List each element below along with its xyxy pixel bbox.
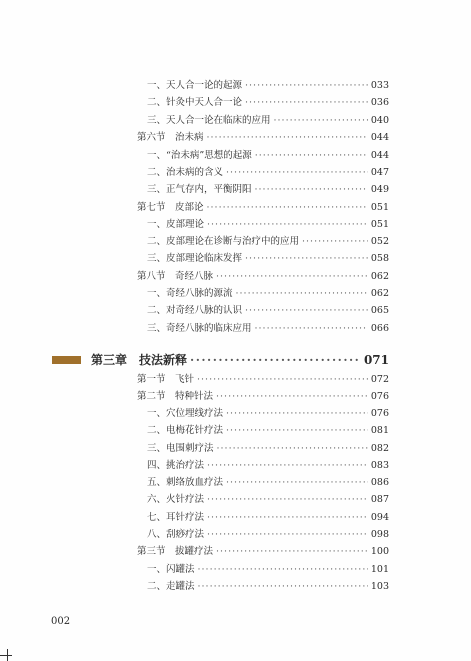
toc-entry-page: 101 [370,564,389,575]
leader-dots [226,407,368,421]
leader-dots [226,166,368,180]
leader-dots [245,252,368,266]
toc-entry [147,476,389,490]
leader-dots [207,201,368,215]
toc-entry-page: 044 [370,150,389,161]
leader-dots [274,114,368,128]
toc-section-title: 第二节 特种针法 [137,391,214,402]
leader-dots [217,442,368,456]
toc-section [137,373,389,387]
toc-section-page: 051 [370,202,389,213]
toc-section-page: 076 [370,391,389,402]
toc-entry-page: 051 [370,219,389,230]
toc-entry-title: 三、奇经八脉的临床应用 [147,323,252,334]
toc-entry [147,79,389,93]
toc-entry [147,493,389,507]
toc-entry [147,424,389,438]
toc-entry-title: 三、正气存内，平衡阴阳 [147,184,252,195]
toc-entry [147,183,389,197]
crop-mark [0,655,12,656]
toc-entry-page: 094 [370,512,389,523]
toc-section [137,545,389,559]
toc-section-title: 第八节 奇经八脉 [137,271,214,282]
toc-entry [147,511,389,525]
toc-entry [147,235,389,249]
leader-dots [255,183,368,197]
toc-entry-page: 081 [370,425,389,436]
toc-entry-title: 二、针灸中天人合一论 [147,97,243,108]
toc-entry-title: 二、皮部理论在诊断与治疗中的应用 [147,236,300,247]
leader-dots [245,79,368,93]
toc-entry [147,407,389,421]
toc-entry-page: 040 [370,115,389,126]
chapter-marker-bar [52,356,81,364]
leader-dots [198,580,368,594]
toc-chapter [91,352,389,368]
toc-entry [147,322,389,336]
leader-dots [216,270,368,284]
toc-section [137,201,389,215]
toc-entry-page: 098 [370,529,389,540]
toc-entry-page: 087 [370,494,389,505]
toc-entry-page: 103 [370,581,389,592]
page-number: 002 [51,616,71,627]
toc-entry-page: 082 [370,443,389,454]
leader-dots [207,511,368,525]
leader-dots [245,304,368,318]
toc-entry-title: 二、走罐法 [147,581,195,592]
toc-entry [147,114,389,128]
toc-entry-page: 076 [370,408,389,419]
leader-dots [207,218,368,232]
toc-section-page: 062 [370,271,389,282]
leader-dots [207,528,368,542]
toc-entry-page: 065 [370,305,389,316]
toc-entry-page: 036 [370,97,389,108]
toc-entry [147,580,389,594]
toc-section [137,131,389,145]
toc-entry-title: 三、电围刺疗法 [147,443,214,454]
toc-section-title: 第七节 皮部论 [137,202,204,213]
toc-entry-title: 一、穴位埋线疗法 [147,408,224,419]
toc-entry [147,528,389,542]
leader-dots [198,563,368,577]
leader-dots [302,235,368,249]
toc-entry [147,459,389,473]
toc-entry-title: 三、皮部理论临床发挥 [147,253,243,264]
leader-dots [226,424,368,438]
toc-entry-title: 一、“治未病”思想的起源 [147,150,252,161]
toc-section-page: 072 [370,374,389,385]
toc-entry [147,287,389,301]
toc-section [137,270,389,284]
toc-entry-title: 二、电梅花针疗法 [147,425,224,436]
toc-entry-title: 八、刮痧疗法 [147,529,205,540]
toc-entry [147,96,389,110]
toc-section [137,390,389,404]
toc-entry-title: 二、治未病的含义 [147,167,224,178]
toc-entry [147,563,389,577]
toc-entry [147,218,389,232]
toc-section-page: 100 [370,546,389,557]
toc-entry-page: 058 [370,253,389,264]
toc-entry-title: 四、挑治疗法 [147,460,205,471]
toc-entry-title: 一、闪罐法 [147,564,195,575]
toc-entry-page: 083 [370,460,389,471]
toc-entry-page: 086 [370,477,389,488]
toc-entry-title: 一、天人合一论的起源 [147,80,243,91]
toc-entry [147,304,389,318]
toc-entry-title: 一、皮部理论 [147,219,205,230]
toc-entry-title: 一、奇经八脉的源流 [147,288,233,299]
leader-dots [245,96,368,110]
toc-entry [147,149,389,163]
leader-dots [207,459,368,473]
toc-entry [147,252,389,266]
toc-entry-title: 二、对奇经八脉的认识 [147,305,243,316]
toc-entry-page: 052 [370,236,389,247]
leader-dots [216,390,368,404]
toc-entry-title: 五、刺络放血疗法 [147,477,224,488]
toc-section-title: 第三节 拔罐疗法 [137,546,214,557]
toc-entry-page: 047 [370,167,389,178]
toc-entry-page: 066 [370,323,389,334]
leader-dots [236,287,368,301]
toc-chapter-page: 071 [363,353,389,367]
toc-entry-title: 三、天人合一论在临床的应用 [147,115,271,126]
leader-dots [197,373,368,387]
toc-entry-title: 六、火针疗法 [147,494,205,505]
toc-chapter-title: 第三章 技法新释 [91,353,188,367]
leader-dots [255,322,368,336]
toc-entry-page: 062 [370,288,389,299]
toc-section-title: 第一节 飞针 [137,374,195,385]
toc-entry-page: 033 [370,80,389,91]
toc-entry [147,442,389,456]
toc-entry [147,166,389,180]
toc-entry-page: 049 [370,184,389,195]
leader-dots [216,545,368,559]
toc-section-page: 044 [370,132,389,143]
toc-entry-title: 七、耳针疗法 [147,512,205,523]
leader-dots [190,352,361,368]
leader-dots [255,149,368,163]
toc-section-title: 第六节 治未病 [137,132,204,143]
leader-dots [207,131,368,145]
leader-dots [226,476,368,490]
leader-dots [207,493,368,507]
